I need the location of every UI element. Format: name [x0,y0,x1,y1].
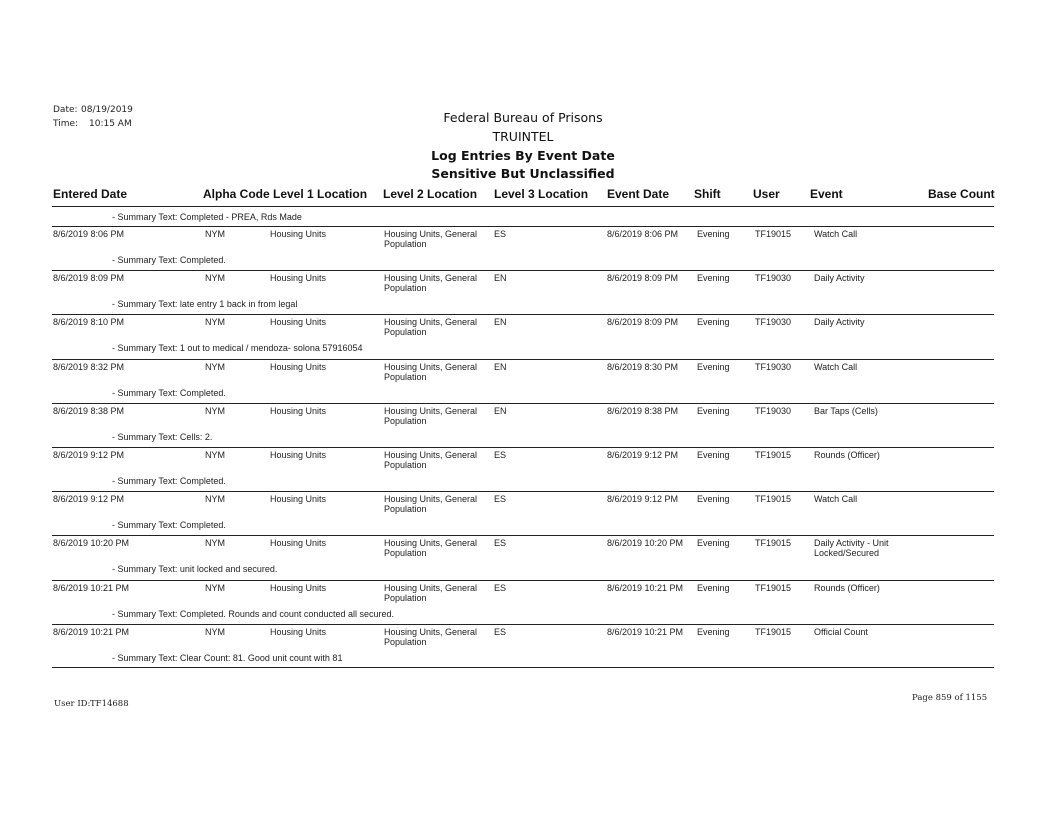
col-shift: Shift [694,187,721,201]
row-divider [52,624,994,625]
user-cell: TF19015 [755,582,792,593]
row-divider [52,226,994,227]
user-cell: TF19015 [755,229,792,239]
alpha-code-cell: NYM [205,494,225,505]
level1-location-cell: Housing Units [270,361,327,372]
level3-location-cell: ES [494,494,507,505]
user-cell: TF19015 [755,450,792,460]
event-date-cell: 8/6/2019 9:12 PM [607,494,679,505]
event-cell: Rounds (Officer) [814,450,880,460]
entered-date-cell: 8/6/2019 8:09 PM [53,273,125,284]
level3-location-cell: EN [494,361,507,372]
summary-text: - Summary Text: Cells: 2. [112,431,213,442]
time-value: 10:15 AM [89,119,132,129]
shift-cell: Evening [697,229,730,239]
summary-text: - Summary Text: late entry 1 back in from legal [112,299,298,310]
summary-text: - Summary Text: Completed. [112,520,226,531]
summary-text: - Summary Text: Completed. Rounds and count conducted all secured. [112,608,394,619]
event-date-cell: 8/6/2019 8:09 PM [607,317,679,328]
level1-location-cell: Housing Units [270,582,327,593]
alpha-code-cell: NYM [205,450,225,460]
alpha-code-cell: NYM [205,361,225,372]
summary-text: - Summary Text: Clear Count: 81. Good unit count with 81 [112,652,343,663]
level1-location-cell: Housing Units [270,626,327,637]
event-date-cell: 8/6/2019 10:21 PM [607,582,684,593]
shift-cell: Evening [697,582,730,593]
event-cell: Bar Taps (Cells) [814,405,878,416]
summary-text: - Summary Text: Completed. [112,387,226,398]
entered-date-cell: 8/6/2019 8:10 PM [53,317,125,328]
event-cell: Official Count [814,626,868,637]
agency-title: Federal Bureau of Prisons [443,110,603,125]
shift-cell: Evening [697,538,730,549]
level3-location-cell: ES [494,229,507,239]
page-number: Page 859 of 1155 [912,693,988,703]
user-id-label: User ID: [54,699,91,709]
level3-location-cell: ES [494,450,507,460]
alpha-code-cell: NYM [205,538,225,549]
table-bottom-divider [52,667,994,668]
shift-cell: Evening [697,626,730,637]
shift-cell: Evening [697,317,730,328]
level1-location-cell: Housing Units [270,229,327,239]
date-value: 08/19/2019 [81,105,133,115]
col-level2: Level 2 Location [383,187,478,201]
shift-cell: Evening [697,494,730,505]
event-cell: Watch Call [814,229,858,239]
entered-date-cell: 8/6/2019 9:12 PM [53,494,125,505]
row-divider [52,403,994,404]
alpha-code-cell: NYM [205,229,225,239]
event-cell: Watch Call [814,494,858,505]
event-date-cell: 8/6/2019 8:38 PM [607,405,679,416]
alpha-code-cell: NYM [205,582,225,593]
user-cell: TF19015 [755,494,792,505]
alpha-code-cell: NYM [205,317,225,328]
level1-location-cell: Housing Units [270,494,327,505]
alpha-code-cell: NYM [205,626,225,637]
level2-location-cell: Housing Units, General Population [384,494,478,515]
level3-location-cell: ES [494,626,507,637]
time-label: Time: [53,119,79,129]
header-divider [52,206,994,207]
event-cell: Daily Activity - Unit Locked/Secured [814,538,889,559]
level3-location-cell: ES [494,582,507,593]
shift-cell: Evening [697,273,730,284]
entered-date-cell: 8/6/2019 10:20 PM [53,538,130,549]
level2-location-cell: Housing Units, General Population [384,317,478,338]
level3-location-cell: ES [494,538,507,549]
level2-location-cell: Housing Units, General Population [384,626,478,647]
col-entered-date: Entered Date [53,187,128,201]
event-date-cell: 8/6/2019 10:20 PM [607,538,684,549]
col-base-count: Base Count [928,187,995,201]
alpha-code-cell: NYM [205,273,225,284]
col-event-date: Event Date [607,187,670,201]
level3-location-cell: EN [494,317,507,328]
col-level3: Level 3 Location [494,187,589,201]
event-date-cell: 8/6/2019 8:09 PM [607,273,679,284]
event-date-cell: 8/6/2019 10:21 PM [607,626,684,637]
entered-date-cell: 8/6/2019 10:21 PM [53,582,130,593]
level2-location-cell: Housing Units, General Population [384,273,478,294]
shift-cell: Evening [697,361,730,372]
level1-location-cell: Housing Units [270,538,327,549]
row-divider [52,447,994,448]
summary-text: - Summary Text: 1 out to medical / mendoza- solona 57916054 [112,343,363,354]
row-divider [52,270,994,271]
alpha-code-cell: NYM [205,405,225,416]
event-date-cell: 8/6/2019 8:06 PM [607,229,679,239]
row-divider [52,314,994,315]
level3-location-cell: EN [494,405,507,416]
event-cell: Daily Activity [814,273,865,284]
entered-date-cell: 8/6/2019 8:32 PM [53,361,125,372]
level2-location-cell: Housing Units, General Population [384,538,478,559]
level2-location-cell: Housing Units, General Population [384,450,478,470]
entered-date-cell: 8/6/2019 8:06 PM [53,229,125,239]
shift-cell: Evening [697,405,730,416]
user-cell: TF19030 [755,317,792,328]
row-divider [52,491,994,492]
user-cell: TF19030 [755,405,792,416]
row-divider [52,359,994,360]
col-user: User [753,187,780,201]
entered-date-cell: 8/6/2019 9:12 PM [53,450,125,460]
event-cell: Watch Call [814,361,858,372]
summary-text: - Summary Text: unit locked and secured. [112,564,278,575]
level2-location-cell: Housing Units, General Population [384,405,478,426]
event-date-cell: 8/6/2019 9:12 PM [607,450,679,460]
user-cell: TF19030 [755,361,792,372]
user-cell: TF19030 [755,273,792,284]
event-cell: Rounds (Officer) [814,582,880,593]
col-event: Event [810,187,843,201]
level1-location-cell: Housing Units [270,405,327,416]
level1-location-cell: Housing Units [270,317,327,328]
first-summary-text: - Summary Text: Completed - PREA, Rds Made [112,212,302,222]
user-cell: TF19015 [755,538,792,549]
user-cell: TF19015 [755,626,792,637]
summary-text: - Summary Text: Completed. [112,255,226,265]
event-cell: Daily Activity [814,317,865,328]
summary-text: - Summary Text: Completed. [112,476,226,486]
row-divider [52,535,994,536]
level1-location-cell: Housing Units [270,273,327,284]
date-label: Date: [53,105,78,115]
entered-date-cell: 8/6/2019 10:21 PM [53,626,130,637]
event-date-cell: 8/6/2019 8:30 PM [607,361,679,372]
level2-location-cell: Housing Units, General Population [384,361,478,382]
shift-cell: Evening [697,450,730,460]
level2-location-cell: Housing Units, General Population [384,229,478,249]
level2-location-cell: Housing Units, General Population [384,582,478,603]
row-divider [52,580,994,581]
system-title: TRUINTEL [492,129,554,144]
col-alpha-level1: Alpha Code Level 1 Location [203,187,368,201]
report-title: Log Entries By Event Date [431,148,615,163]
user-id-value: TF14688 [90,699,129,709]
level1-location-cell: Housing Units [270,450,327,460]
classification-title: Sensitive But Unclassified [431,166,615,181]
entered-date-cell: 8/6/2019 8:38 PM [53,405,125,416]
level3-location-cell: EN [494,273,507,284]
